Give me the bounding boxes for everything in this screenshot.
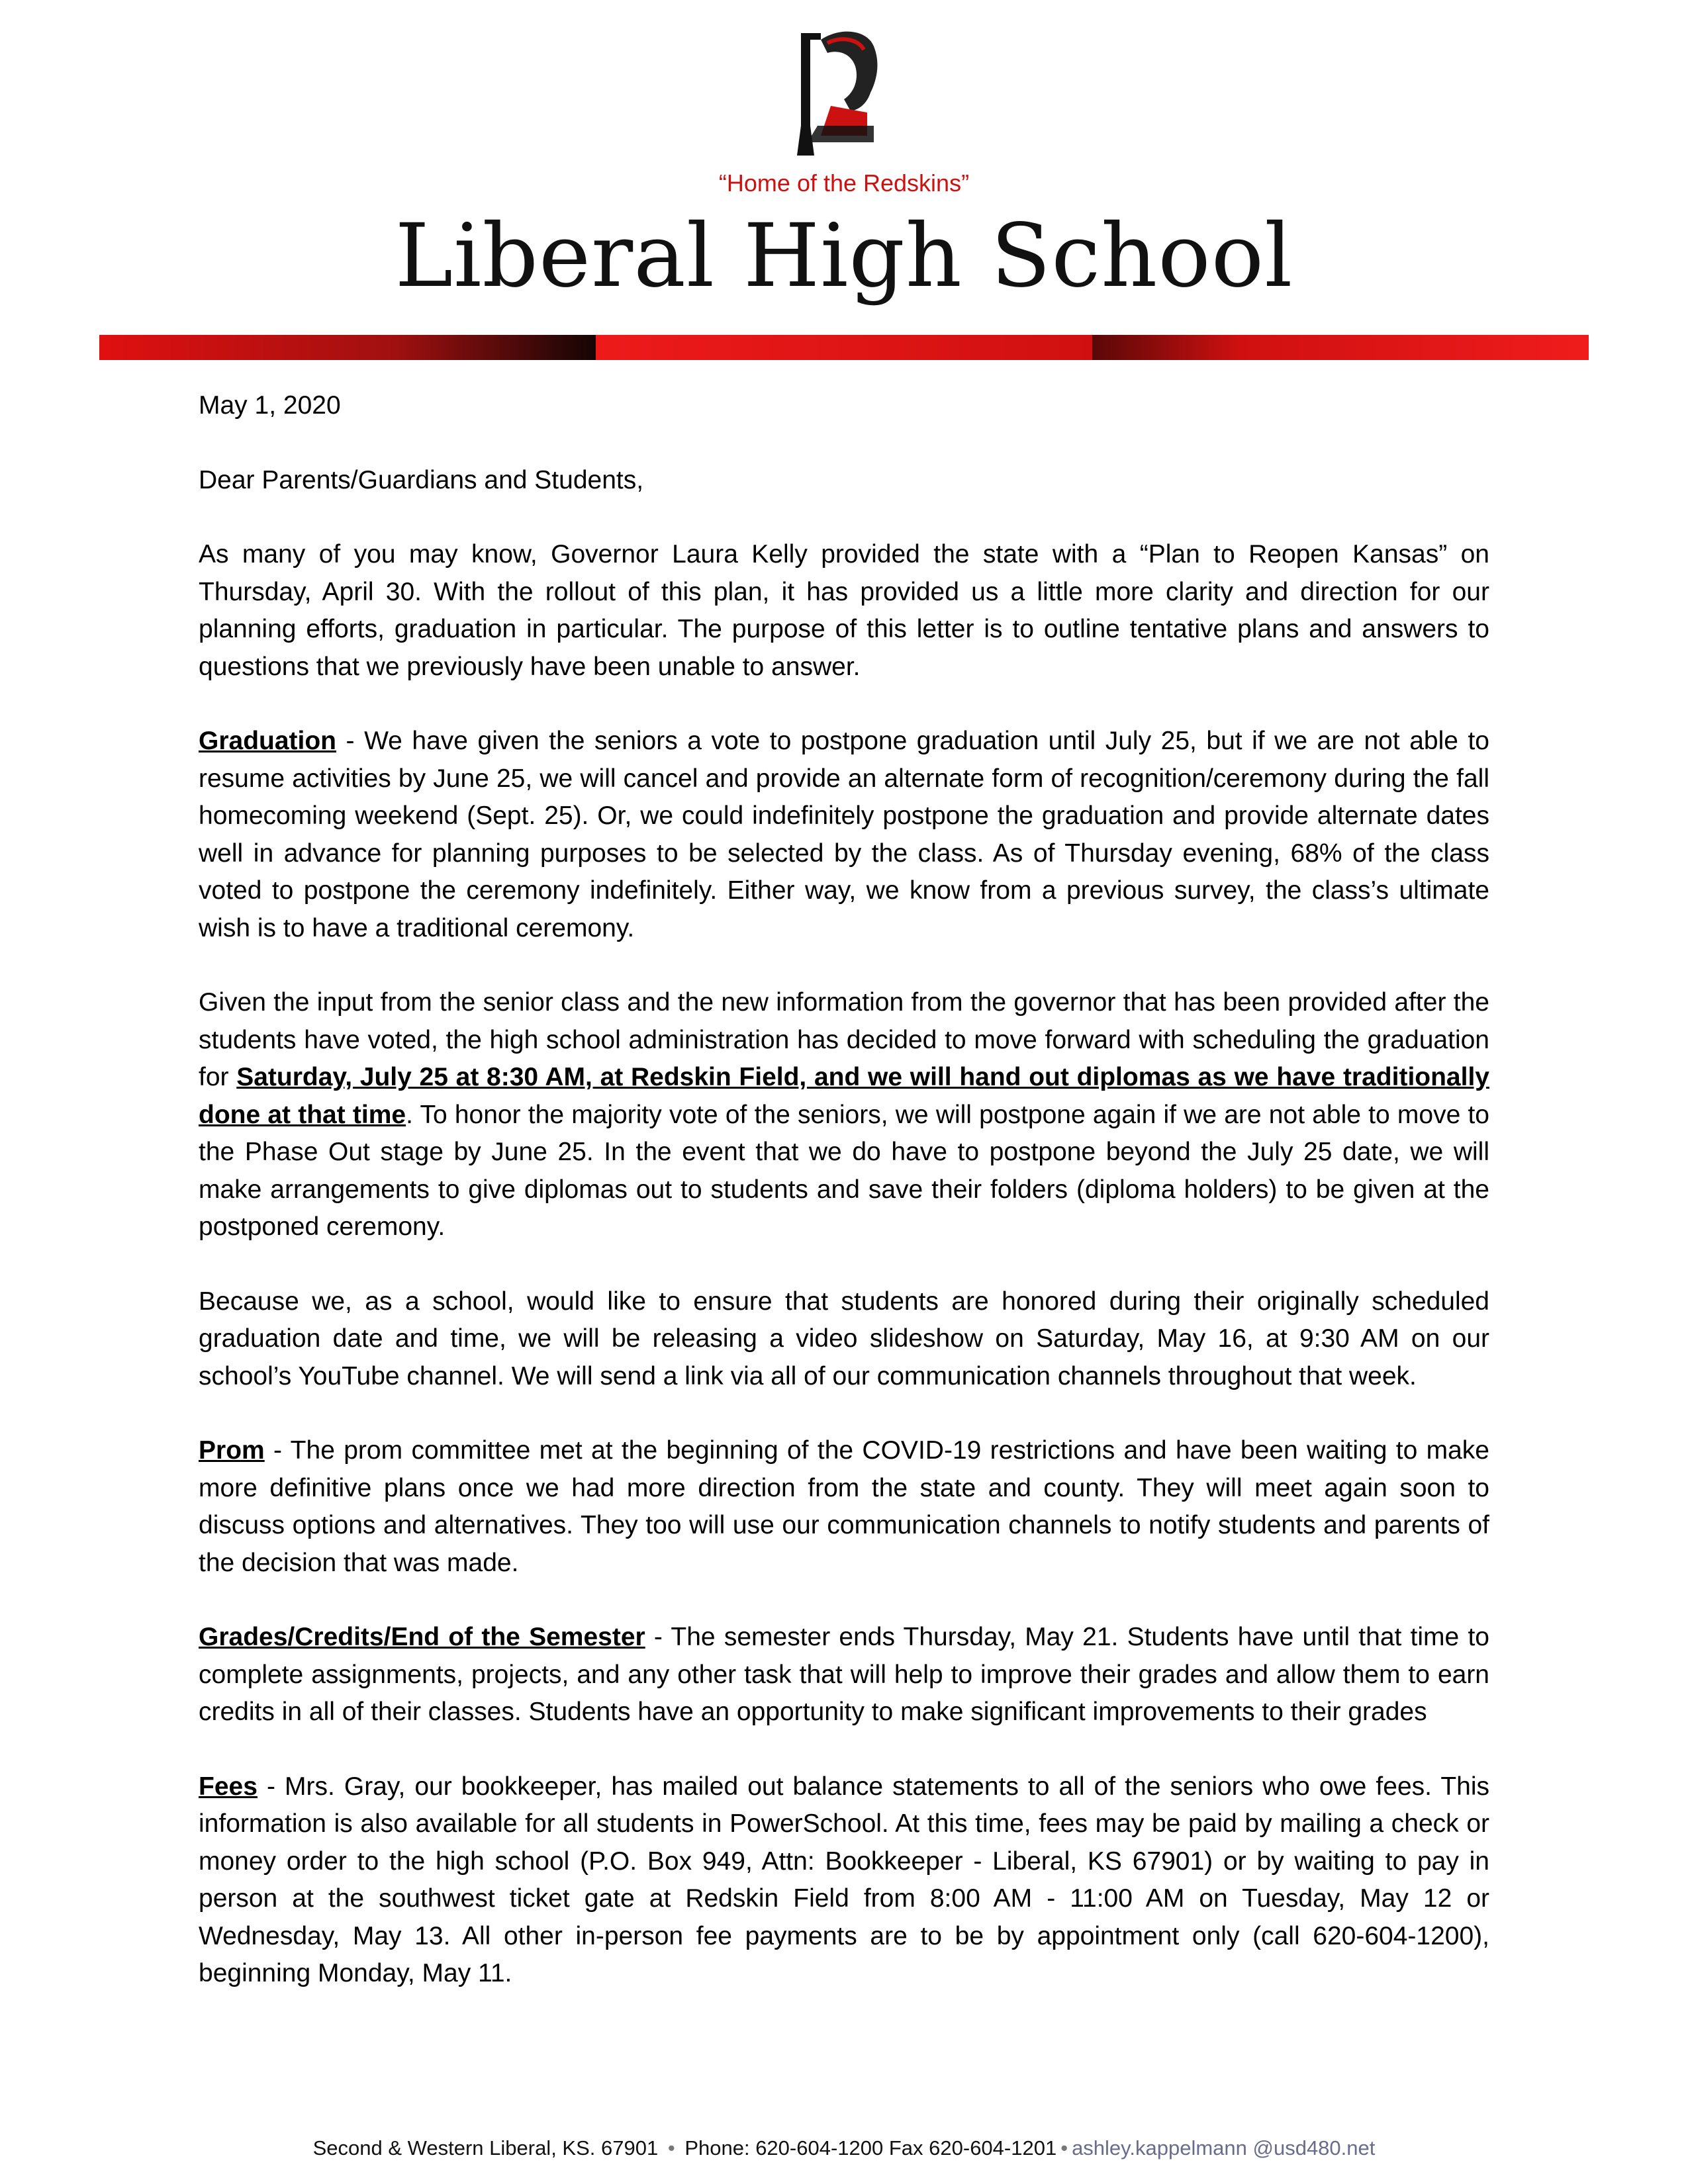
school-logo-icon [781,26,900,159]
decision-text-after: . To honor the majority vote of the seniors, we will postpone again if we are not able to move to the Phase Out stage by June 25. In the event that we do have to postpone beyond the July 25 date, we will make arrangements to give diplomas out to students and save their folders (diploma holders) to be given at the postponed ceremony. [199,1100,1489,1241]
footer-phone: Phone: 620-604-1200 Fax 620-604-1201 [684,2136,1057,2160]
grades-paragraph [199,1619,1489,1731]
footer-email: ashley.kappelmann @usd480.net [1072,2136,1376,2160]
footer-separator: • [667,2136,675,2160]
footer-address: Second & Western Liberal, KS. 67901 [312,2136,659,2160]
decision-emphasis: Saturday, July 25 at 8:30 AM, at Redskin Field, and we will hand out diplomas as we have traditionally done at that time [199,1063,1489,1129]
grades-text: - The semester ends Thursday, May 21. Students have until that time to complete assignments, projects, and any other task that will help to improve their grades and allow them to earn credits in all of their classes. Students have an opportunity to make significant improvements to their grades [199,1623,1489,1726]
prom-paragraph [199,1432,1489,1582]
grades-heading: Grades/Credits/End of the Semester [199,1623,645,1651]
slideshow-paragraph: Because we, as a school, would like to ensure that students are honored during their originally scheduled graduation date and time, we will be releasing a video slideshow on Saturday, May 16, at 9:30 AM on our school’s YouTube channel. We will send a link via all of our communication channels throughout that week. [199,1287,1489,1390]
graduation-heading: Graduation [199,727,337,755]
fees-heading: Fees [199,1772,258,1801]
graduation-text: - We have given the seniors a vote to postpone graduation until July 25, but if we are not able to resume activities by June 25, we will cancel and provide an alternate form of recognition/ceremony during the fall homecoming weekend (Sept. 25). Or, we could indefinitely postpone the graduation and provide alternate dates well in advance for planning purposes to be selected by the class. As of Thursday evening, 68% of the class voted to postpone the ceremony indefinitely. Either way, we know from a previous survey, the class’s ultimate wish is to have a traditional ceremony. [199,727,1489,942]
fees-paragraph [199,1768,1489,1993]
decision-paragraph [199,984,1489,1246]
letter-body [199,387,1489,2030]
letter-salutation: Dear Parents/Guardians and Students, [199,465,644,494]
fees-text: - Mrs. Gray, our bookkeeper, has mailed out balance statements to all of the seniors who owe fees. This information is also available for all students in PowerSchool. At this time, fees may be paid by mailing a check or money order to the high school (P.O. Box 949, Attn: Bookkeeper - Liberal, KS 67901) or by waiting to pay in person at the southwest ticket gate at Redskin Field from 8:00 AM - 11:00 AM on Tuesday, May 12 or Wednesday, May 13. All other in-person fee payments are to be by appointment only (call 620-604-1200), beginning Monday, May 11. [199,1772,1489,1987]
prom-heading: Prom [199,1436,265,1465]
letter-date: May 1, 2020 [199,391,341,420]
header-banner-stripe [99,335,1589,360]
letterhead-footer [0,2136,1688,2160]
footer-separator: • [1060,2136,1068,2160]
prom-text: - The prom committee met at the beginning of the COVID-19 restrictions and have been waiting to make more definitive plans once we had more direction from the state and county. They will meet again soon to discuss options and alternatives. They too will use our communication channels to notify students and parents of the decision that was made. [199,1436,1489,1577]
school-motto: “Home of the Redskins” [718,169,970,197]
intro-paragraph: As many of you may know, Governor Laura Kelly provided the state with a “Plan to Reopen Kansas” on Thursday, April 30. With the rollout of this plan, it has provided us a little more clarity and direction for our planning efforts, graduation in particular. The purpose of this letter is to outline tentative plans and answers to questions that we previously have been unable to answer. [199,540,1489,681]
graduation-paragraph [199,723,1489,947]
school-name: Liberal High School [395,205,1293,307]
decision-text-before: Given the input from the senior class and the new information from the governor that has been provided after the students have voted, the high school administration has decided to move forward with scheduling the graduation for [199,988,1489,1091]
